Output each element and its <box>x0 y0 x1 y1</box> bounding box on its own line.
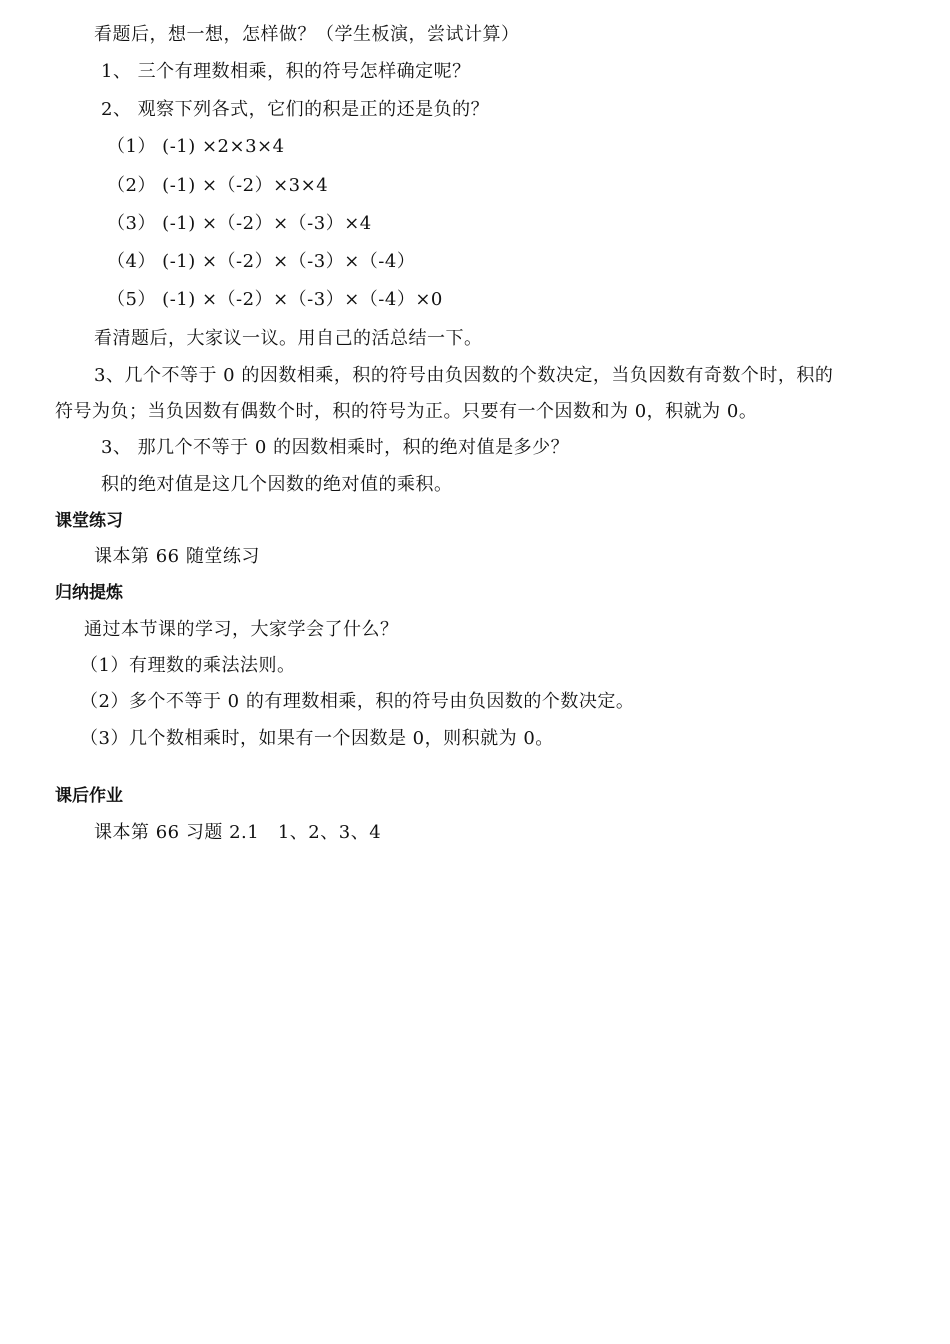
practice-heading: 课堂练习 <box>55 511 123 531</box>
question-3: 3、 那几个不等于 0 的因数相乘时，积的绝对值是多少？ <box>101 437 570 458</box>
homework-text: 课本第 66 习题 2.1 1、2、3、4 <box>94 822 382 843</box>
summary-item-1: （1）有理数的乘法法则。 <box>80 655 296 676</box>
expression-5: （5） (-1) ×（-2）×（-3）×（-4）×0 <box>107 289 443 310</box>
expression-4: （4） (-1) ×（-2）×（-3）×（-4） <box>107 251 416 272</box>
summary-item-2: （2）多个不等于 0 的有理数相乘，积的符号由负因数的个数决定。 <box>80 691 635 712</box>
summary-item-3: （3）几个数相乘时，如果有一个因数是 0，则积就为 0。 <box>80 728 554 749</box>
expression-1: （1） (-1) ×2×3×4 <box>107 136 285 157</box>
discuss-text: 看清题后，大家议一议。用自己的活总结一下。 <box>94 328 483 349</box>
question-2: 2、 观察下列各式，它们的积是正的还是负的？ <box>101 99 490 120</box>
intro-text: 看题后，想一想，怎样做？（学生板演，尝试计算） <box>94 24 520 45</box>
homework-heading: 课后作业 <box>55 786 123 806</box>
summary-heading: 归纳提炼 <box>55 583 123 603</box>
rule-line-1: 3、几个不等于 0 的因数相乘，积的符号由负因数的个数决定，当负因数有奇数个时，积的 <box>94 365 834 386</box>
expression-3: （3） (-1) ×（-2）×（-3）×4 <box>107 213 372 234</box>
rule-line-2: 符号为负；当负因数有偶数个时，积的符号为正。只要有一个因数和为 0，积就为 0。 <box>55 401 758 422</box>
answer-3: 积的绝对值是这几个因数的绝对值的乘积。 <box>101 474 453 495</box>
practice-text: 课本第 66 随堂练习 <box>94 546 260 567</box>
question-1: 1、 三个有理数相乘，积的符号怎样确定呢？ <box>101 61 471 82</box>
expression-2: （2） (-1) ×（-2）×3×4 <box>107 175 329 196</box>
summary-question: 通过本节课的学习，大家学会了什么？ <box>84 619 399 640</box>
